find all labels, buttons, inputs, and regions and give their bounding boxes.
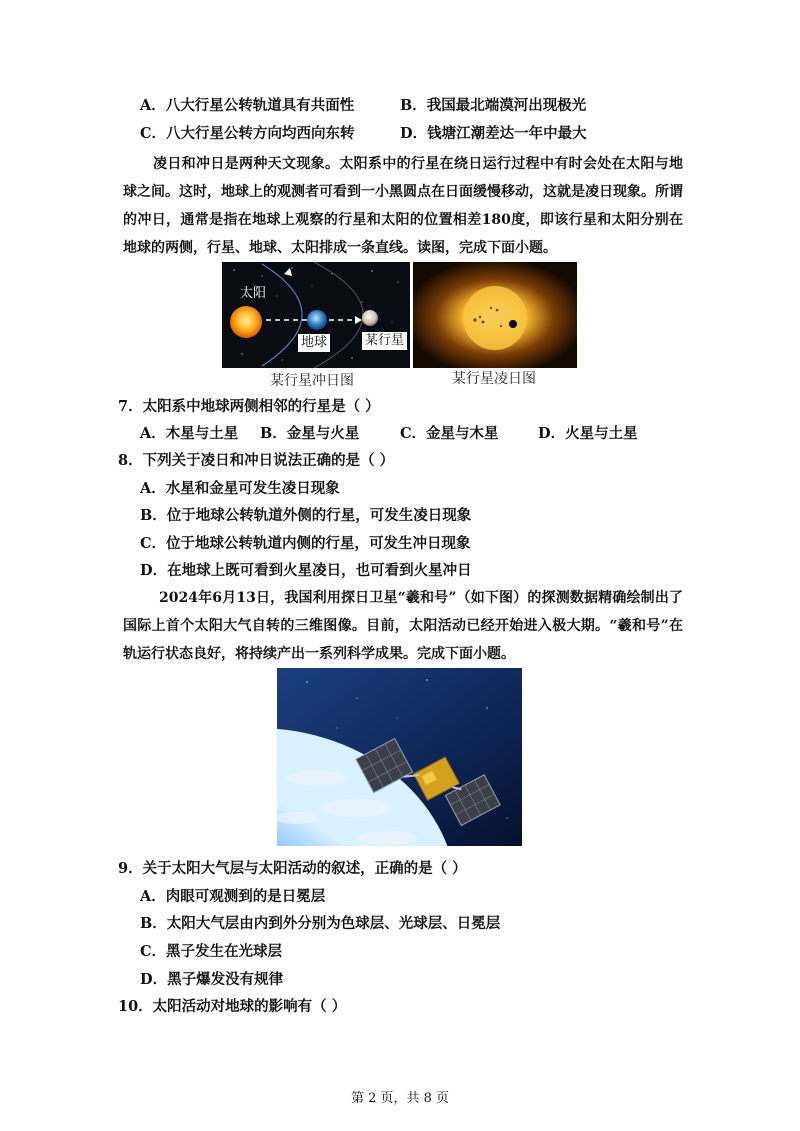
q6-option-a: A．八大行星公转轨道具有共面性 [140, 97, 355, 114]
q8-stem: 8．下列关于凌日和冲日说法正确的是（ ） [118, 452, 395, 469]
q8-option-a: A．水星和金星可发生凌日现象 [140, 480, 340, 497]
caption-transit: 某行星凌日图 [452, 371, 536, 387]
q7-option-d: D．火星与土星 [538, 425, 638, 442]
earth-label: 地球 [298, 334, 330, 352]
q9-option-a: A．肉眼可观测到的是日冕层 [140, 888, 326, 905]
opposition-diagram-graphic [222, 262, 410, 368]
q6-option-d: D．钱塘江潮差达一年中最大 [400, 125, 587, 142]
xihe-satellite-graphic [277, 668, 522, 846]
passage-transit-opposition: 凌日和冲日是两种天文现象。太阳系中的行星在绕日运行过程中有时会处在太阳与地球之间。这时，地球上的观测者可看到一小黑圆点在日面缓慢移动，这就是凌日现象。所谓的冲日，通常是指在地球上观察的行星和太阳的位置相差180度，即该行星和太阳分别在地球的两侧，行星、地球、太阳排成一条直线。读图，完成下面小题。 [123, 156, 683, 256]
q9-option-b: B．太阳大气层由内到外分别为色球层、光球层、日冕层 [140, 915, 501, 932]
q7-option-b: B．金星与火星 [260, 425, 360, 442]
q7-option-a: A．木星与土星 [140, 425, 239, 442]
q7-stem: 7．太阳系中地球两侧相邻的行星是（ ） [118, 398, 380, 415]
planet-label: 某行星 [362, 332, 407, 350]
xihe-satellite-photo [277, 668, 522, 846]
q6-option-c: C．八大行星公转方向均西向东转 [140, 125, 355, 142]
caption-opposition: 某行星冲日图 [270, 373, 354, 389]
q8-option-b: B．位于地球公转轨道外侧的行星，可发生凌日现象 [140, 507, 472, 524]
page-footer: 第 2 页，共 8 页 [350, 1091, 450, 1106]
transit-photo-graphic [413, 262, 577, 368]
sun-label: 太阳 [240, 286, 267, 301]
opposition-diagram [222, 262, 410, 368]
q7-option-c: C．金星与木星 [400, 425, 499, 442]
q9-option-c: C．黑子发生在光球层 [140, 943, 283, 960]
q6-option-b: B．我国最北端漠河出现极光 [400, 97, 587, 114]
transit-photo [413, 262, 577, 368]
q9-stem: 9．关于太阳大气层与太阳活动的叙述，正确的是（ ） [118, 860, 467, 877]
passage-xihe-satellite: 2024年6月13日，我国利用探日卫星“羲和号”（如下图）的探测数据精确绘制出了国际上首个太阳大气自转的三维图像。目前，太阳活动已经开始进入极大期。“羲和号”在轨运行状态良好，将持续产出一系列科学成果。完成下面小题。 [123, 590, 683, 662]
q10-stem: 10．太阳活动对地球的影响有（ ） [118, 998, 347, 1015]
q8-option-d: D．在地球上既可看到火星凌日，也可看到火星冲日 [140, 562, 472, 579]
q9-option-d: D．黑子爆发没有规律 [140, 971, 284, 988]
q8-option-c: C．位于地球公转轨道内侧的行星，可发生冲日现象 [140, 535, 471, 552]
